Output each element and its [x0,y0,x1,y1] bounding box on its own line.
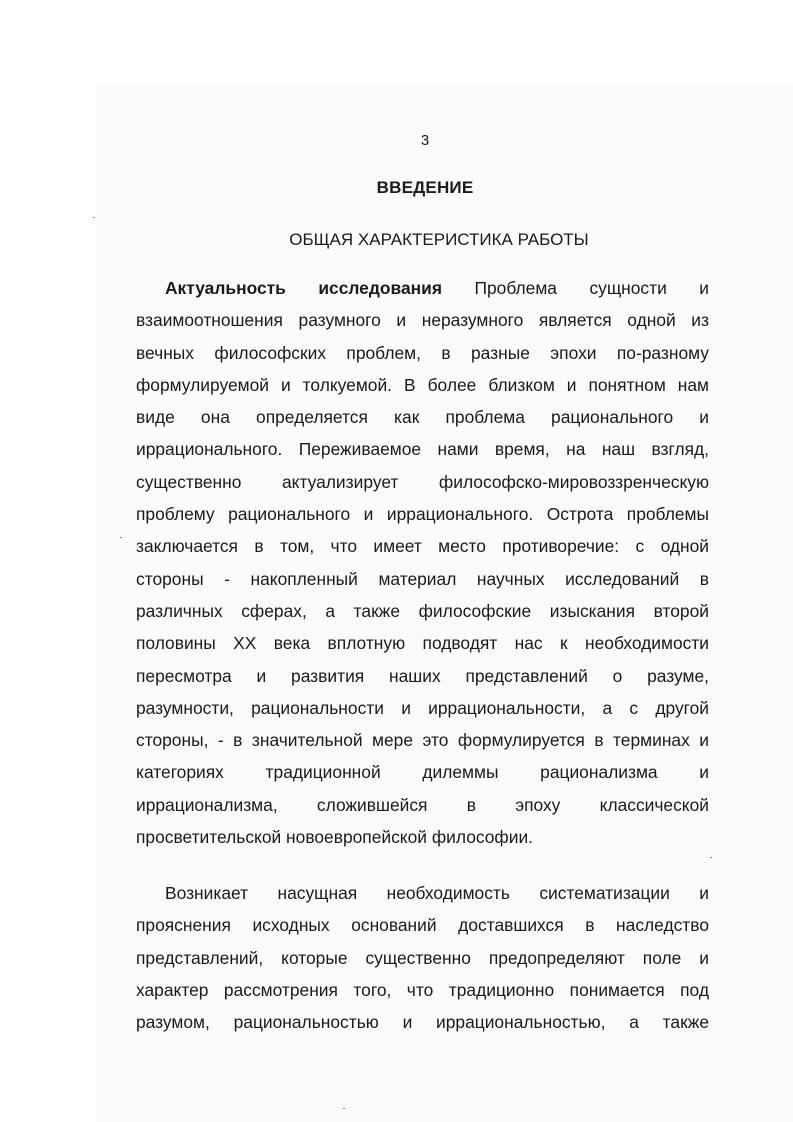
section-subtitle: ОБЩАЯ ХАРАКТЕРИСТИКА РАБОТЫ [289,230,589,249]
paragraph-line: вечных философских проблем, в разные эпохи по-разному [136,342,709,363]
paragraph-first-line [136,272,709,304]
paragraph-necessity [136,877,709,1038]
paragraph-line: разумности, рациональности и иррациональности, а с другой [136,697,709,718]
paragraph-line: различных сферах, а также философские изыскания второй [136,600,709,621]
paragraph-line: стороны, - в значительной мере это формулируется в терминах и [136,730,709,751]
paragraph-line: иррационального. Переживаемое нами время, на наш взгляд, [136,439,709,460]
paragraph-line: половины XX века вплотную подводят нас к необходимости [136,633,709,654]
scan-speck [93,217,95,218]
paragraph-line: формулируемой и толкуемой. В более близком и понятном нам [136,374,709,395]
paragraph-line: заключается в том, что имеет место противоречие: с одной [136,536,709,557]
page-number: 3 [420,132,430,149]
paragraph-line: проблему рационального и иррационального. Острота проблемы [136,504,709,525]
relevance-term: Актуальность исследования [165,278,442,298]
paragraph-relevance [136,272,709,853]
paragraph-line: стороны - накопленный материал научных исследований в [136,568,709,589]
paragraph-line: взаимоотношения разумного и неразумного является одной из [136,310,709,331]
paragraph-line: категориях традиционной дилеммы рационализма и [136,762,709,783]
paragraph-line: существенно актуализирует философско-мировоззренческую [136,471,709,492]
paragraph-line: виде она определяется как проблема рационального и [136,407,709,428]
paragraph-first-line: Возникает насущная необходимость систематизации и [165,883,709,903]
paragraph-line: иррационализма, сложившейся в эпоху классической [136,794,709,815]
scan-speck [343,1108,345,1109]
paragraph-line: пересмотра и развития наших представлений о разуме, [136,665,709,686]
page-title: ВВЕДЕНИЕ [376,178,474,197]
paragraph-last-line: просветительской новоевропейской философии. [136,827,533,848]
paragraph-line: характер рассмотрения того, что традиционно понимается под [136,979,709,1000]
first-line-text: Проблема сущности и [474,278,709,298]
scan-speck [710,857,712,858]
paragraph-line: представлений, которые существенно предопределяют поле и [136,947,709,968]
paragraph-line: разумом, рациональностью и иррациональностью, а также [136,1012,709,1033]
scan-speck [120,537,122,538]
paragraph-line: прояснения исходных оснований доставшихся в наследство [136,915,709,936]
